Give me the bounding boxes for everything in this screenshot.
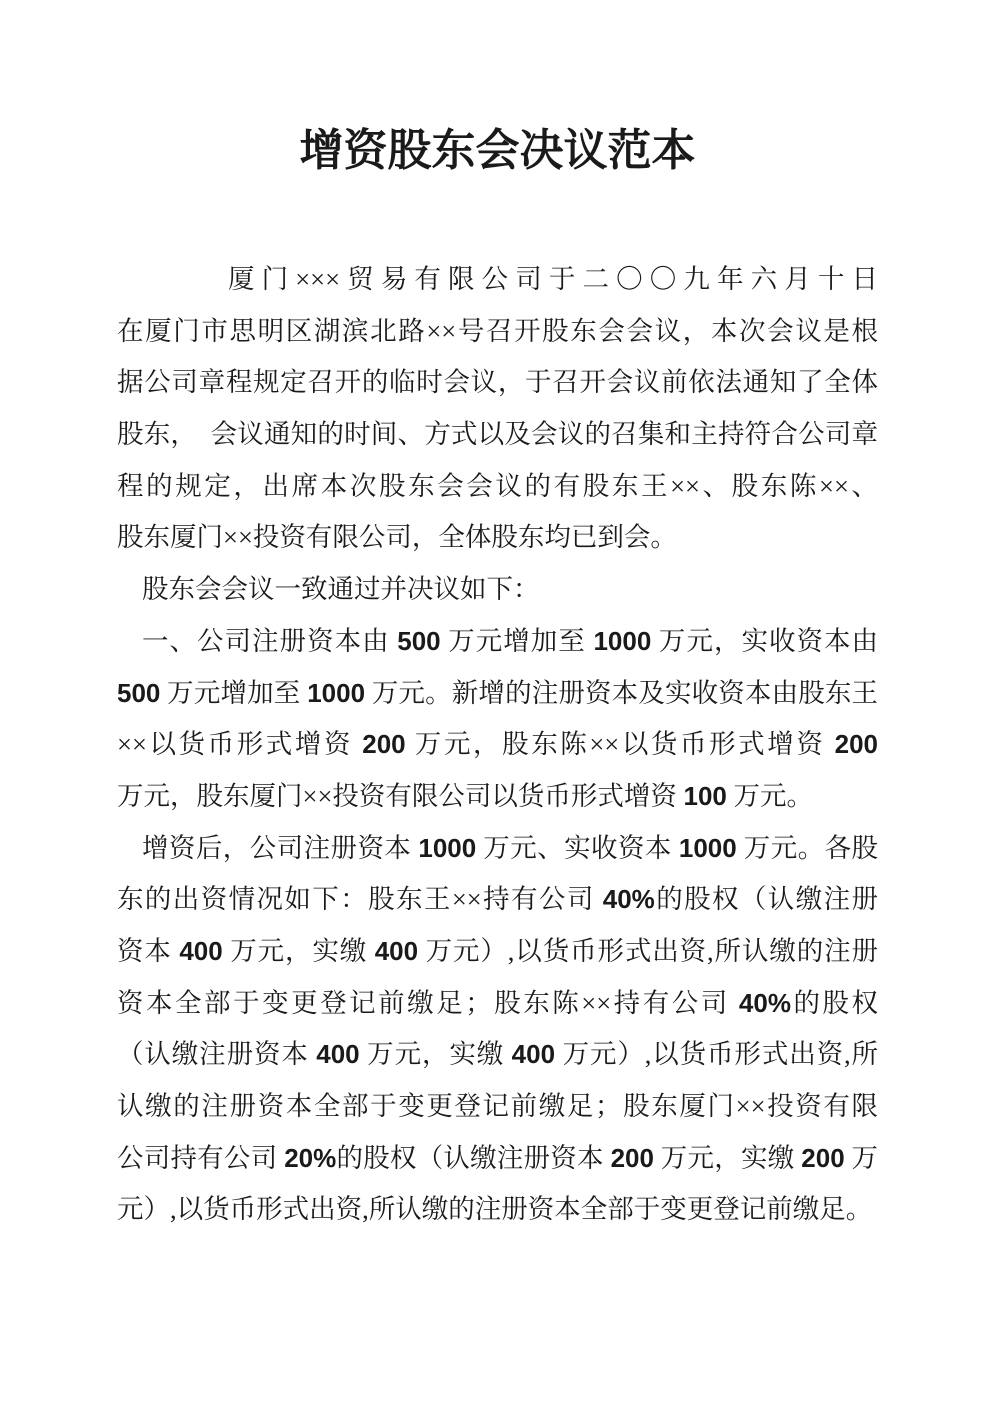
text-run: 万元增加至 [440, 625, 594, 656]
text-line [117, 616, 878, 668]
text-run: 程的规定，出席本次股东会会议的有股东王××、股东陈××、 [117, 470, 878, 501]
bold-number: 400 [179, 935, 223, 966]
text-run: 万元。各股 [736, 832, 878, 863]
text-line [117, 1184, 878, 1236]
text-run: 的股权 [790, 987, 878, 1018]
text-line [117, 978, 878, 1030]
text-run: ××以货币形式增资 [117, 729, 363, 760]
bold-number: 400 [316, 1039, 360, 1070]
text-line [117, 357, 878, 409]
text-run: 股东会会议一致通过并决议如下： [142, 574, 540, 605]
paragraph-3 [117, 616, 878, 823]
text-line [117, 306, 878, 358]
text-run: 万元，实收资本由 [651, 625, 878, 656]
text-run: 厦门×××贸易有限公司于二〇〇九年六月十日 [228, 264, 878, 294]
text-line [117, 771, 878, 823]
text-run: 万元）,以货币形式出资,所认缴的注册 [418, 935, 878, 966]
text-run: 万元、实收资本 [476, 832, 679, 863]
bold-number: 100 [683, 780, 727, 811]
text-run: 股东， 会议通知的时间、方式以及会议的召集和主持符合公司章 [117, 419, 878, 450]
text-run: 的股权（认缴注册 [654, 884, 878, 915]
text-run: 万元，股东陈××以货币形式增资 [405, 729, 835, 760]
text-run: 万 [844, 1142, 878, 1173]
text-run: 股东厦门××投资有限公司，全体股东均已到会。 [117, 522, 677, 553]
text-run: 万元，股东厦门××投资有限公司以货币形式增资 [117, 780, 684, 811]
text-run: 资本 [117, 935, 180, 966]
bold-number: 200 [801, 1142, 845, 1173]
text-line [117, 1081, 878, 1133]
text-run: 在厦门市思明区湖滨北路××号召开股东会会议，本次会议是根 [117, 315, 878, 346]
bold-number: 40% [602, 884, 655, 915]
text-run: 公司持有公司 [117, 1142, 285, 1173]
text-run: 增资后，公司注册资本 [142, 832, 419, 863]
text-run: 万元，实缴 [222, 935, 375, 966]
bold-number: 200 [362, 729, 406, 760]
text-line [117, 512, 878, 564]
document-title: 增资股东会决议范本 [299, 126, 696, 175]
bold-number: 200 [610, 1142, 654, 1173]
text-run: 万元增加至 [160, 677, 308, 708]
bold-number: 40% [738, 987, 791, 1018]
text-line [117, 564, 878, 616]
text-line [117, 668, 878, 720]
text-run: 的股权（认缴注册资本 [336, 1142, 611, 1173]
text-run: 万元）,以货币形式出资,所 [555, 1039, 878, 1070]
bold-number: 1000 [678, 832, 737, 863]
text-run: 万元。 [726, 780, 814, 811]
bold-number: 500 [397, 625, 441, 656]
paragraph-2 [117, 564, 878, 616]
text-run: 万元。新增的注册资本及实收资本由股东王 [365, 677, 878, 708]
text-run: 东的出资情况如下：股东王××持有公司 [117, 884, 603, 915]
bold-number: 1000 [593, 625, 652, 656]
text-run: 元）,以货币形式出资,所认缴的注册资本全部于变更登记前缴足。 [117, 1194, 873, 1225]
bold-number: 1000 [307, 677, 366, 708]
bold-number: 1000 [418, 832, 477, 863]
bold-number: 500 [117, 677, 161, 708]
text-run: 认缴的注册资本全部于变更登记前缴足；股东厦门××投资有限 [117, 1091, 878, 1121]
text-line [117, 461, 878, 513]
text-run: 资本全部于变更登记前缴足；股东陈××持有公司 [117, 987, 739, 1018]
text-line [117, 823, 878, 875]
paragraph-1 [117, 254, 878, 564]
paragraph-4 [117, 823, 878, 1237]
text-line [117, 409, 878, 461]
document-body [117, 254, 878, 1236]
text-line [117, 874, 878, 926]
bold-number: 400 [511, 1039, 556, 1070]
text-line [117, 1029, 878, 1081]
text-line [117, 254, 878, 306]
text-run: 一、公司注册资本由 [142, 625, 398, 656]
text-line [117, 719, 878, 771]
text-run: 万元，实缴 [653, 1142, 802, 1173]
text-line [117, 1133, 878, 1185]
text-run: 据公司章程规定召开的临时会议，于召开会议前依法通知了全体 [117, 367, 878, 398]
text-run: （认缴注册资本 [117, 1039, 317, 1070]
bold-number: 400 [374, 935, 419, 966]
bold-number: 200 [834, 729, 878, 760]
bold-number: 20% [284, 1142, 337, 1173]
text-line [117, 926, 878, 978]
text-run: 万元，实缴 [359, 1039, 512, 1070]
